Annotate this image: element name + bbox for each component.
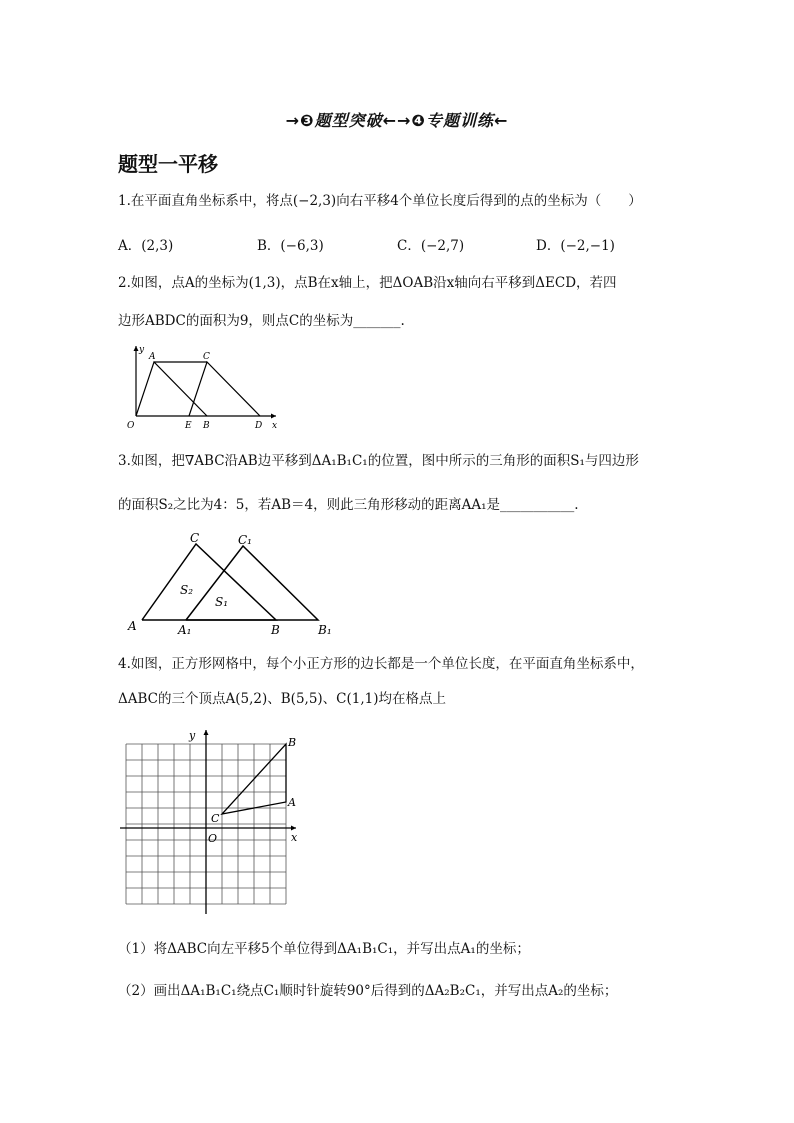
q3-label-c1: C₁ [238,533,252,547]
q2-label-a: A [149,352,156,362]
q4-label-c: C [211,812,220,825]
q3-line2: 的面积S₂之比为4：5，若AB＝4，则此三角形移动的距离AA₁是___________. [118,497,579,513]
q2-label-y: y [139,345,145,355]
q3-label-s2: S₂ [180,583,194,597]
q1-option-a: A．(2,3) [118,238,174,254]
q1-option-c: C．(−2,7) [397,238,465,254]
q4-line1: 4.如图，正方形网格中，每个小正方形的边长都是一个单位长度，在平面直角坐标系中， [118,656,644,672]
q4-label-x: x [291,831,298,844]
q4-figure [116,726,316,922]
q3-line1: 3.如图，把∇ABC沿AB边平移到ΔA₁B₁C₁的位置，图中所示的三角形的面积S₁与四边形 [118,453,639,469]
q2-line1: 2.如图，点A的坐标为(1,3)，点B在x轴上，把ΔOAB沿x轴向右平移到ΔECD，若四 [118,275,617,291]
q2-label-o: O [127,421,135,431]
q4-sub2: （2）画出ΔA₁B₁C₁绕点C₁顺时针旋转90°后得到的ΔA₂B₂C₁，并写出点A₂的坐标； [118,983,618,999]
q1-option-b: B．(−6,3) [257,238,324,254]
q2-figure [118,340,288,432]
q2-label-c: C [203,352,210,362]
q3-label-a: A [128,619,137,633]
q2-label-d: D [255,421,263,431]
section-title: 题型一平移 [118,152,218,176]
q3-label-a1: A₁ [178,623,192,637]
q3-triangle-a1b1c1 [186,546,318,620]
q4-label-a: A [288,796,296,809]
q1-text: 1.在平面直角坐标系中，将点(−2,3)向右平移4个单位长度后得到的点的坐标为（ ） [118,193,642,209]
q4-line2: ΔABC的三个顶点A(5,2)、B(5,5)、C(1,1)均在格点上 [118,691,447,707]
q4-label-y: y [189,729,196,742]
q4-label-o: O [208,832,218,845]
q2-label-e: E [185,421,192,431]
q2-label-x: x [272,421,278,431]
q3-figure [120,528,340,640]
q3-triangle-abc [142,544,276,620]
q2-label-b: B [203,421,210,431]
q2-triangle-oab [136,362,207,416]
q4-label-b: B [288,736,297,749]
q2-line2: 边形ABDC的面积为9，则点C的坐标为_______. [118,313,405,329]
section-header: →❸题型突破←→❹专题训练← [285,111,509,130]
q3-label-s1: S₁ [215,595,229,609]
q1-option-d: D．(−2,−1) [536,238,615,254]
q3-label-b: B [271,623,280,637]
q4-sub1: （1）将ΔABC向左平移5个单位得到ΔA₁B₁C₁，并写出点A₁的坐标； [118,941,530,957]
q3-label-b1: B₁ [318,623,332,637]
q3-label-c: C [190,531,200,545]
